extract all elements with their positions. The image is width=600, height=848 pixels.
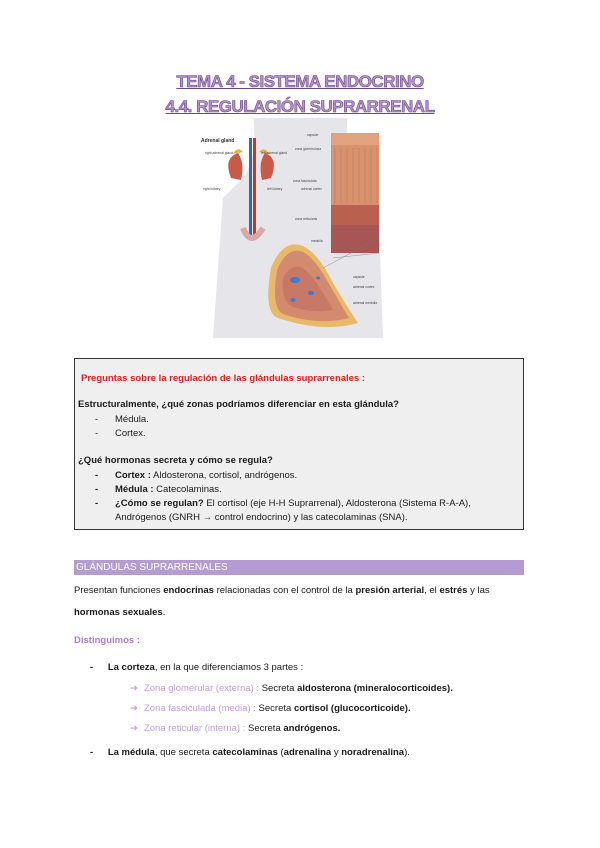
page-subtitle: 4.4. REGULACIÓN SUPRARRENAL [165,97,435,116]
arrow-icon: ➔ [130,703,138,714]
adrenal-gland-illustration [183,118,423,338]
zone-item: ➔ Zona fasciculada (media) : Secreta cortisol (glucocorticoide). [130,703,411,714]
question-2: ¿Qué hormonas secreta y cómo se regula? [78,455,273,466]
zone-item: ➔ Zona reticular (interna) : Secreta andrógenos. [130,723,341,734]
label-adrenal-cortex: adrenal cortex [301,187,322,191]
questions-title: Preguntas sobre la regulación de las glándulas suprarrenales : [81,373,366,384]
section-header: GLÁNDULAS SUPRARRENALES [74,560,524,575]
label-zona-fasciculata: zona fasciculata [293,179,317,183]
figure-heading: Adrenal gland [201,138,235,144]
label-medulla: medulla [311,239,323,243]
label-bottom-medulla: adrenal medulla [353,301,378,305]
label-right-adrenal: right adrenal gland [205,151,234,155]
list-item-medula: - La médula, que secreta catecolaminas (adrenalina y noradrenalina). [90,747,410,758]
intro-paragraph-cont: hormonas sexuales. [74,607,166,618]
label-right-kidney: right kidney [203,187,221,191]
label-capsule: capsule [307,133,319,137]
distinguimos-heading: Distinguimos : [74,635,140,646]
label-zona-glomerulosa: zona glomerulosa [295,147,322,151]
intro-paragraph: Presentan funciones endocrinas relacionadas con el control de la presión arterial, el estrés y las [74,585,490,596]
label-bottom-cortex: adrenal cortex [353,285,375,289]
zone-item: ➔ Zona glomerular (externa) : Secreta aldosterona (mineralocorticoides). [130,683,453,694]
question-1: Estructuralmente, ¿qué zonas podríamos diferenciar en esta glándula? [78,399,399,410]
questions-box: Preguntas sobre la regulación de las glándulas suprarrenales : Estructuralmente, ¿qué zonas podríamos diferenciar en esta glándula? - Médula. - Cortex. ¿Qué hormonas secreta y cómo se regula? - Cortex : Aldosterona, cortisol, andrógenos. - Médula : Catecolaminas. - ¿Cómo se regulan? El cortisol (eje H-H Suprarrenal), Aldosterona (Sistema R-A-A), Andrógenos (GNRH → control endocrino) y las catecolaminas (SNA). [74,358,524,530]
list-item-corteza: - La corteza, en la que diferenciamos 3 partes : [90,662,304,673]
label-left-adrenal: left adrenal gland [261,151,288,155]
arrow-icon: ➔ [130,683,138,694]
label-zona-reticularis: zona reticularis [295,217,318,221]
label-left-kidney: left kidney [267,187,283,191]
page-title: TEMA 4 - SISTEMA ENDOCRINO [176,72,424,91]
arrow-icon: ➔ [130,723,138,734]
label-bottom-capsule: capsule [353,275,365,279]
